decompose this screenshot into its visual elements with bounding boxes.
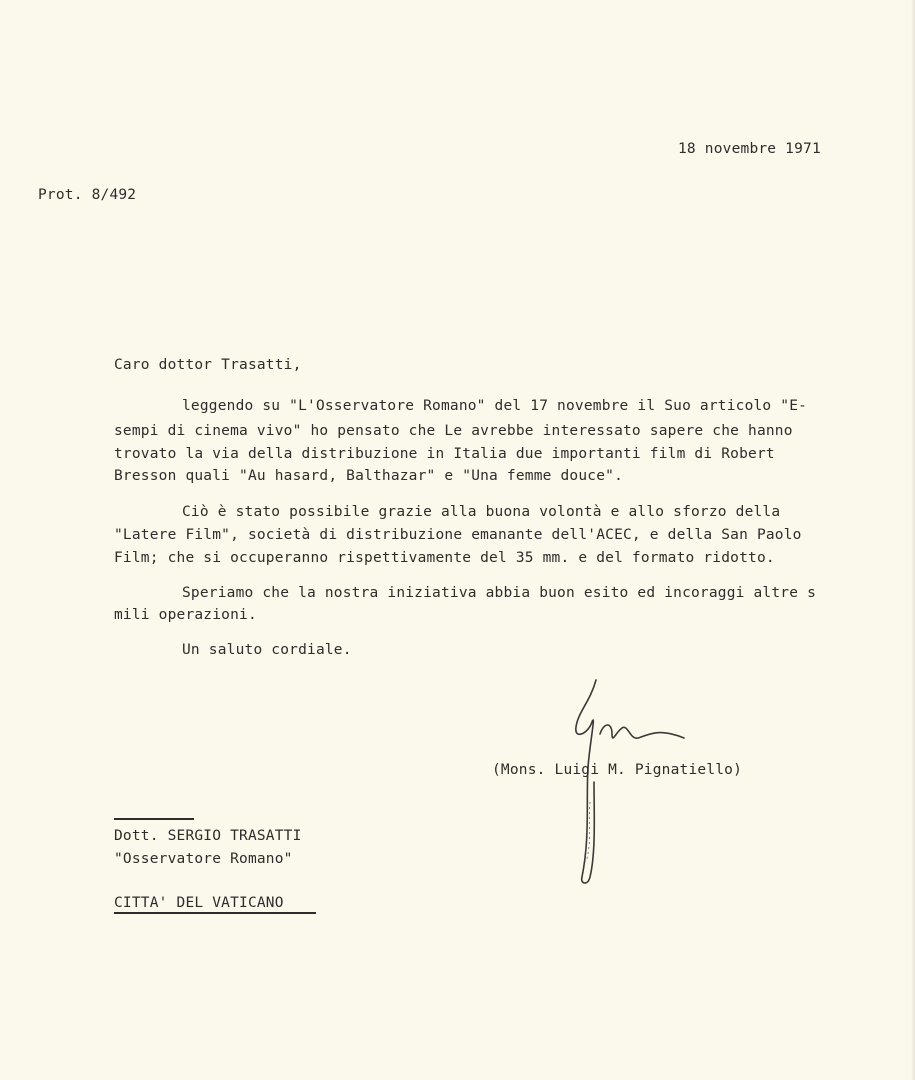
closing-line: Un saluto cordiale.	[182, 642, 352, 658]
body-line: Ciò è stato possibile grazie alla buona volontà e allo sforzo della	[182, 504, 781, 520]
divider	[114, 818, 194, 820]
salutation: Caro dottor Trasatti,	[114, 357, 302, 373]
protocol-number: Prot. 8/492	[38, 187, 137, 203]
body-line: Speriamo che la nostra iniziativa abbia buon esito ed incoraggi altre s	[182, 585, 817, 601]
body-line: Film; che si occuperanno rispettivamente del 35 mm. e del formato ridotto.	[114, 550, 775, 566]
handwritten-signature-icon	[560, 672, 690, 892]
recipient-city: CITTA' DEL VATICANO	[114, 895, 284, 911]
body-line: mili operazioni.	[114, 607, 257, 623]
recipient-name: Dott. SERGIO TRASATTI	[114, 828, 302, 844]
body-line: "Latere Film", società di distribuzione emanante dell'ACEC, e della San Paolo	[114, 527, 802, 543]
body-line: sempi di cinema vivo" ho pensato che Le avrebbe interessato sapere che hanno	[114, 423, 793, 439]
body-line: trovato la via della distribuzione in Italia due importanti film di Robert	[114, 446, 775, 462]
letter-date: 18 novembre 1971	[678, 141, 821, 157]
body-line: leggendo su "L'Osservatore Romano" del 17 novembre il Suo articolo "E-	[182, 398, 808, 414]
city-underline	[114, 912, 316, 914]
page-edge	[911, 0, 915, 1080]
recipient-organization: "Osservatore Romano"	[114, 851, 293, 867]
body-line: Bresson quali "Au hasard, Balthazar" e "Una femme douce".	[114, 468, 623, 484]
signer-name: (Mons. Luigi M. Pignatiello)	[492, 762, 743, 778]
